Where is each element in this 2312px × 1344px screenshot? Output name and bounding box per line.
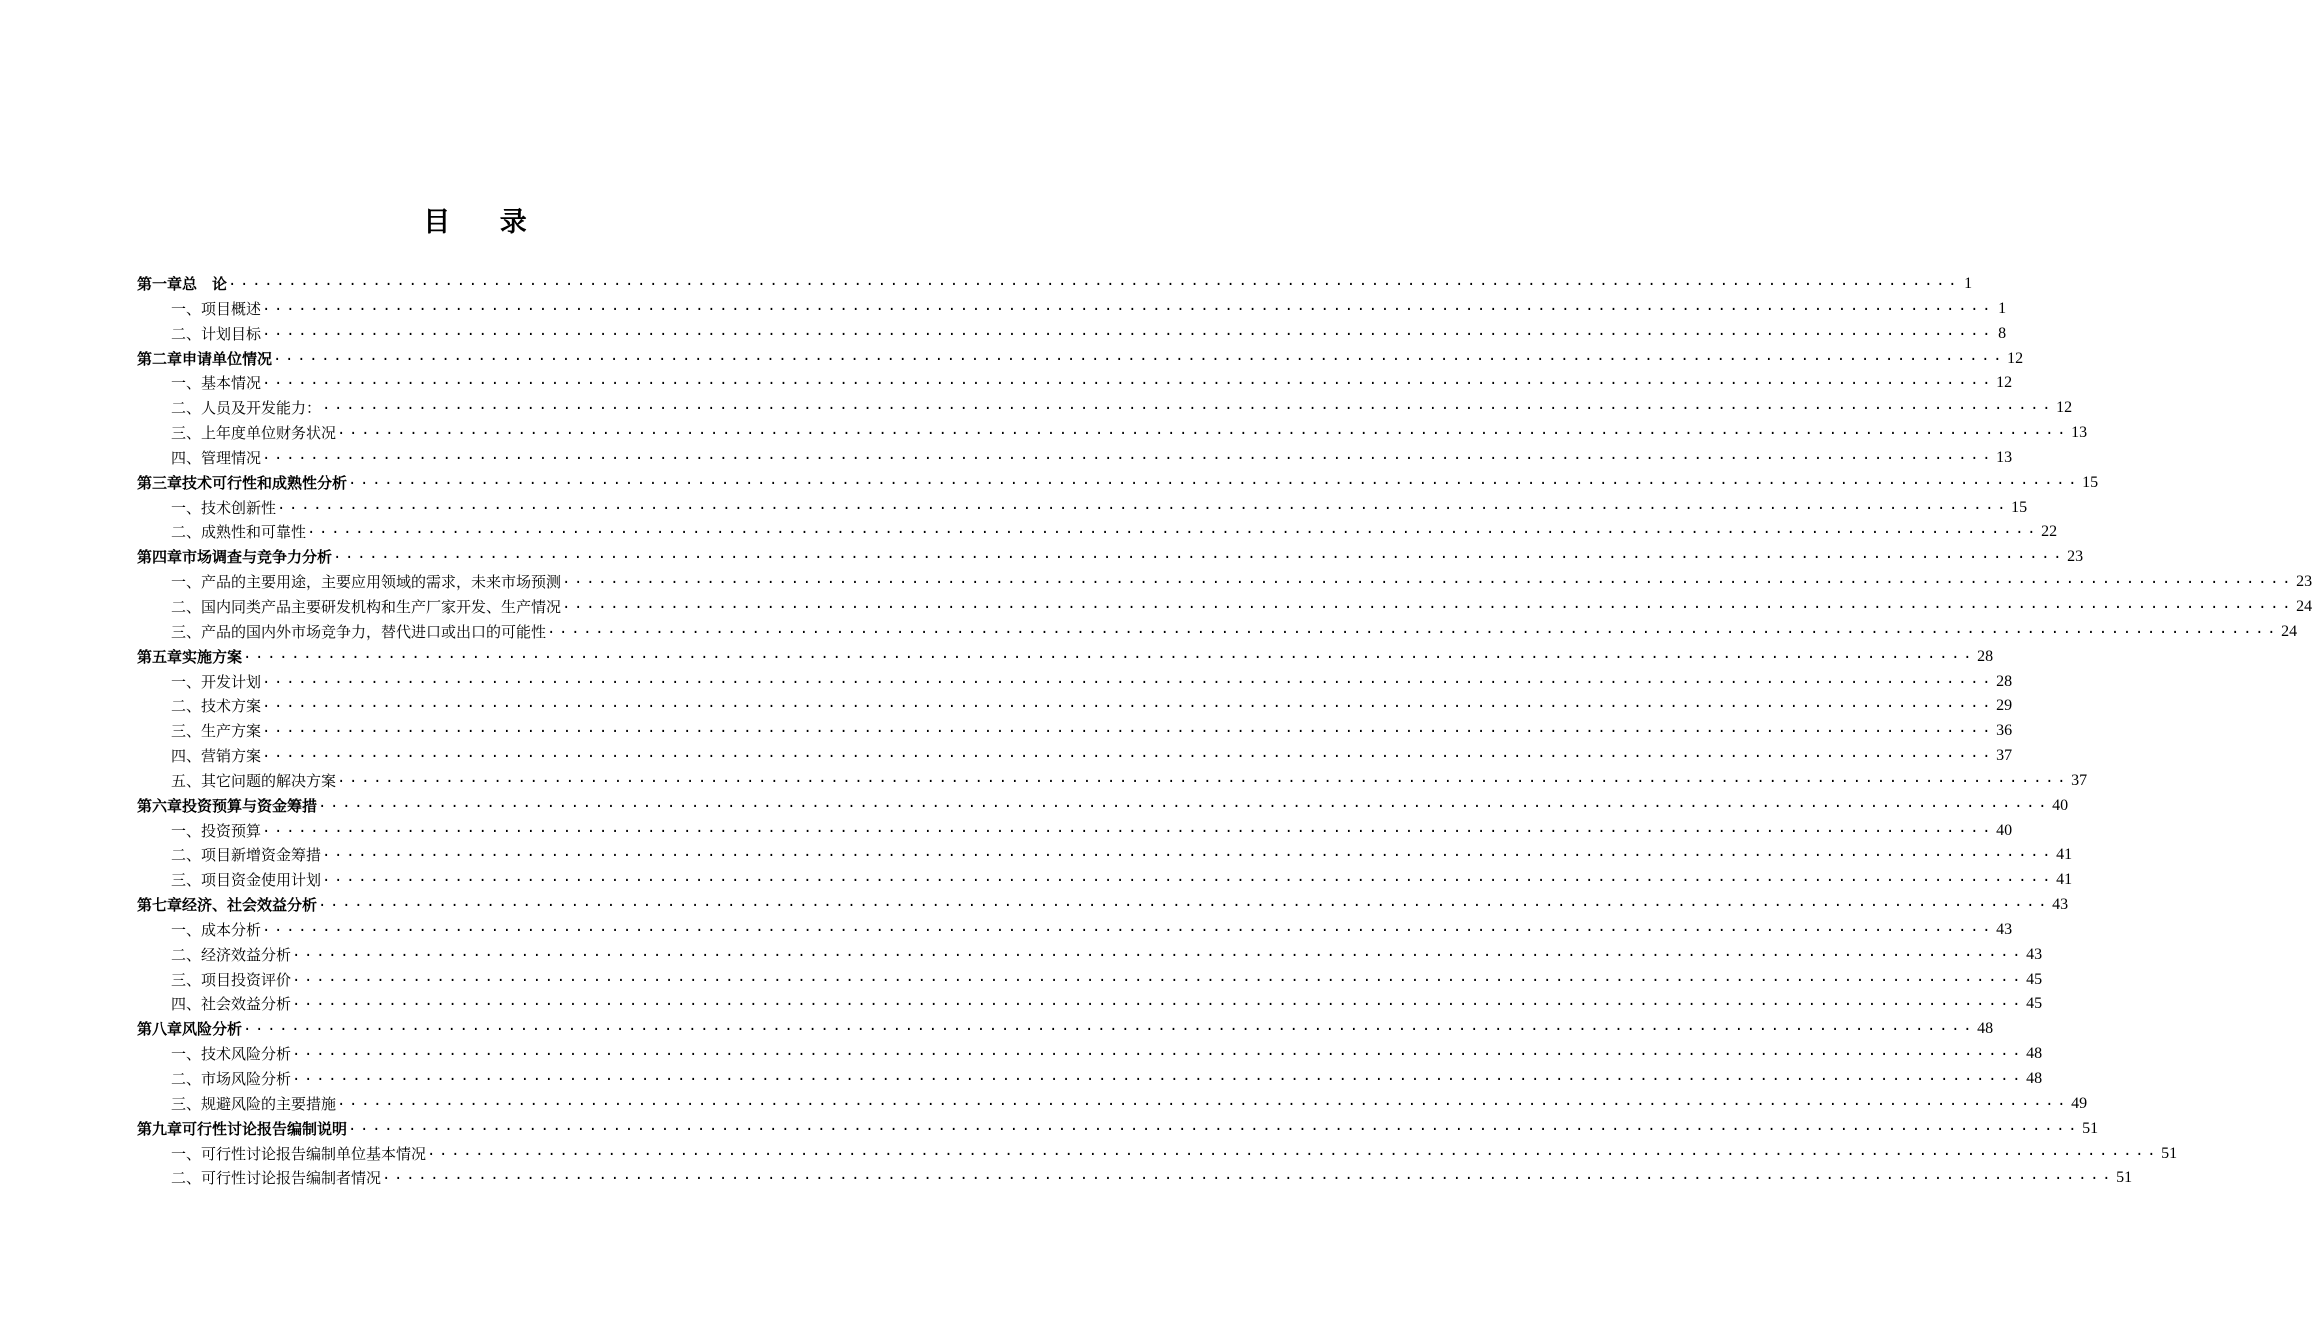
- dot-leader: ................................................................................................................................................: [262, 322, 1995, 339]
- page-number: 41: [2056, 846, 2073, 864]
- page-number: 15: [2011, 498, 2028, 516]
- dot-leader: ................................................................................................................................................: [262, 372, 1995, 389]
- section-title: 基本情况: [201, 374, 262, 393]
- chapter-number: 第五章: [137, 647, 183, 666]
- section-number: 一、: [171, 672, 202, 691]
- section-number: 一、: [171, 821, 202, 840]
- dot-leader: ................................................................................................................................................: [427, 1142, 2160, 1159]
- section-title: 项目概述: [201, 299, 262, 318]
- toc-section[interactable]: [137, 1166, 2133, 1191]
- section-title: 国内同类产品主要研发机构和生产厂家开发、生产情况: [201, 597, 562, 616]
- section-title: 成本分析: [201, 920, 262, 939]
- dot-leader: ................................................................................................................................................: [262, 695, 1995, 712]
- dot-leader: ................................................................................................................................................: [262, 918, 1995, 935]
- section-number: 二、: [171, 324, 202, 343]
- section-number: 四、: [171, 995, 202, 1014]
- page-number: 23: [2296, 573, 2312, 591]
- chapter-title: 申请单位情况: [182, 349, 273, 368]
- page-number: 12: [2007, 349, 2024, 367]
- page-number: 15: [2082, 473, 2099, 491]
- chapter-title: 总 论: [182, 275, 228, 293]
- section-title: 可行性讨论报告编制单位基本情况: [201, 1144, 427, 1163]
- page-number: 48: [2026, 1070, 2043, 1087]
- section-title: 市场风险分析: [201, 1070, 292, 1088]
- page-number: 40: [1996, 821, 2013, 839]
- dot-leader: ................................................................................................................................................: [348, 1117, 2081, 1134]
- section-number: 一、: [171, 573, 202, 592]
- dot-leader: ................................................................................................................................................: [382, 1167, 2115, 1184]
- page-number: 24: [2281, 622, 2298, 640]
- section-title: 管理情况: [201, 448, 262, 467]
- chapter-number: 第二章: [137, 349, 183, 368]
- section-number: 二、: [171, 399, 202, 418]
- chapter-number: 第八章: [137, 1020, 183, 1039]
- dot-leader: ................................................................................................................................................: [262, 745, 1995, 762]
- section-number: 三、: [171, 722, 202, 741]
- section-number: 二、: [171, 597, 202, 616]
- section-title: 项目资金使用计划: [201, 871, 322, 890]
- dot-leader: ................................................................................................................................................: [262, 720, 1995, 737]
- section-number: 三、: [171, 1094, 202, 1113]
- section-title: 经济效益分析: [201, 945, 292, 964]
- section-number: 一、: [171, 1045, 202, 1064]
- section-number: 四、: [171, 448, 202, 467]
- page-number: 24: [2296, 597, 2312, 615]
- page-number: 43: [2026, 945, 2043, 963]
- page-number: 43: [2052, 896, 2069, 914]
- page-number: 51: [2161, 1144, 2178, 1162]
- section-number: 一、: [171, 1144, 202, 1163]
- dot-leader: ................................................................................................................................................: [562, 595, 2295, 612]
- section-number: 一、: [171, 920, 202, 939]
- dot-leader: ................................................................................................................................................: [322, 397, 2055, 414]
- page-number: 45: [2026, 970, 2043, 988]
- section-number: 二、: [171, 846, 202, 865]
- chapter-number: 第四章: [137, 548, 183, 567]
- section-title: 项目新增资金筹措: [201, 846, 322, 865]
- section-number: 二、: [171, 697, 202, 716]
- section-title: 其它问题的解决方案: [201, 771, 337, 790]
- table-of-contents: [137, 272, 2312, 1191]
- page-number: 48: [2026, 1045, 2043, 1063]
- page-number: 29: [1996, 697, 2013, 715]
- dot-leader: ................................................................................................................................................: [322, 869, 2055, 886]
- section-title: 成熟性和可靠性: [201, 523, 307, 542]
- section-title: 产品的国内外市场竞争力，替代进口或出口的可能性: [201, 622, 547, 641]
- section-title: 产品的主要用途，主要应用领域的需求，未来市场预测: [201, 573, 562, 592]
- dot-leader: ................................................................................................................................................: [292, 993, 2025, 1010]
- dot-leader: ................................................................................................................................................: [292, 968, 2025, 985]
- dot-leader: ................................................................................................................................................: [262, 446, 1995, 463]
- dot-leader: ................................................................................................................................................: [333, 546, 2066, 563]
- section-title: 人员及开发能力：: [201, 399, 322, 418]
- page-number: 22: [2041, 523, 2058, 541]
- dot-leader: ................................................................................................................................................: [243, 645, 1976, 662]
- section-number: 一、: [171, 498, 202, 517]
- dot-leader: ................................................................................................................................................: [228, 273, 1961, 289]
- chapter-title: 投资预算与资金筹措: [182, 796, 318, 815]
- dot-leader: ................................................................................................................................................: [262, 670, 1995, 687]
- dot-leader: ................................................................................................................................................: [292, 943, 2025, 960]
- chapter-number: 第三章: [137, 473, 183, 492]
- chapter-number: 第七章: [137, 896, 183, 915]
- chapter-title: 经济、社会效益分析: [182, 896, 318, 915]
- section-title: 投资预算: [201, 821, 262, 840]
- page-number: 1: [1998, 299, 2007, 317]
- page-number: 45: [2026, 995, 2043, 1013]
- dot-leader: ................................................................................................................................................: [318, 794, 2051, 811]
- page-number: 41: [2056, 871, 2073, 889]
- section-title: 技术风险分析: [201, 1045, 292, 1064]
- section-title: 生产方案: [201, 722, 262, 741]
- dot-leader: ................................................................................................................................................: [292, 1043, 2025, 1060]
- section-title: 计划目标: [201, 324, 262, 343]
- section-number: 三、: [171, 622, 202, 641]
- section-number: 一、: [171, 299, 202, 318]
- dot-leader: ................................................................................................................................................: [337, 1092, 2070, 1109]
- section-number: 二、: [171, 945, 202, 964]
- section-title: 开发计划: [201, 672, 262, 691]
- page-number: 49: [2071, 1094, 2088, 1112]
- chapter-title: 实施方案: [182, 647, 243, 666]
- page-number: 48: [1977, 1020, 1994, 1038]
- page-number: 23: [2067, 548, 2084, 566]
- dot-leader: ................................................................................................................................................: [318, 894, 2051, 911]
- section-number: 一、: [171, 374, 202, 393]
- dot-leader: ................................................................................................................................................: [262, 297, 1995, 314]
- section-title: 规避风险的主要措施: [201, 1094, 337, 1113]
- page-number: 12: [1996, 374, 2013, 392]
- section-title: 技术方案: [201, 697, 262, 716]
- chapter-number: 第一章: [137, 275, 183, 293]
- toc-title: 目 录: [423, 207, 547, 238]
- chapter-title: 风险分析: [182, 1020, 243, 1039]
- section-title: 营销方案: [201, 747, 262, 766]
- page-number: 1: [1964, 275, 1973, 292]
- dot-leader: ................................................................................................................................................: [337, 769, 2070, 786]
- dot-leader: ................................................................................................................................................: [262, 819, 1995, 836]
- section-title: 项目投资评价: [201, 970, 292, 989]
- page-number: 13: [1996, 448, 2013, 466]
- chapter-number: 第六章: [137, 796, 183, 815]
- section-number: 二、: [171, 523, 202, 542]
- page-number: 28: [1977, 647, 1994, 665]
- dot-leader: ................................................................................................................................................: [562, 571, 2295, 588]
- dot-leader: ................................................................................................................................................: [337, 422, 2070, 439]
- page-number: 36: [1996, 722, 2013, 740]
- section-title: 可行性讨论报告编制者情况: [201, 1169, 382, 1188]
- dot-leader: ................................................................................................................................................: [307, 521, 2040, 538]
- page-number: 51: [2116, 1169, 2133, 1187]
- dot-leader: ................................................................................................................................................: [277, 496, 2010, 513]
- page-number: 37: [1996, 747, 2013, 765]
- section-number: 三、: [171, 871, 202, 890]
- dot-leader: ................................................................................................................................................: [322, 844, 2055, 861]
- section-number: 二、: [171, 1169, 202, 1188]
- page-number: 40: [2052, 796, 2069, 814]
- page-number: 51: [2082, 1119, 2099, 1137]
- section-number: 五、: [171, 771, 202, 790]
- chapter-title: 市场调查与竞争力分析: [182, 548, 333, 567]
- page-number: 28: [1996, 672, 2013, 690]
- page-number: 37: [2071, 771, 2088, 789]
- section-title: 上年度单位财务状况: [201, 424, 337, 443]
- dot-leader: ................................................................................................................................................: [243, 1018, 1976, 1035]
- section-title: 技术创新性: [201, 498, 277, 517]
- section-title: 社会效益分析: [201, 995, 292, 1014]
- page-number: 43: [1996, 920, 2013, 938]
- section-number: 三、: [171, 970, 202, 989]
- page-number: 8: [1998, 324, 2007, 342]
- page-number: 12: [2056, 399, 2073, 417]
- section-number: 二、: [171, 1070, 202, 1088]
- chapter-title: 技术可行性和成熟性分析: [182, 473, 348, 492]
- dot-leader: ................................................................................................................................................: [292, 1068, 2025, 1084]
- dot-leader: ................................................................................................................................................: [273, 347, 2006, 364]
- section-number: 四、: [171, 747, 202, 766]
- page-number: 13: [2071, 424, 2088, 442]
- dot-leader: ................................................................................................................................................: [547, 620, 2280, 637]
- chapter-title: 可行性讨论报告编制说明: [182, 1119, 348, 1138]
- chapter-number: 第九章: [137, 1119, 183, 1138]
- section-number: 三、: [171, 424, 202, 443]
- dot-leader: ................................................................................................................................................: [348, 471, 2081, 488]
